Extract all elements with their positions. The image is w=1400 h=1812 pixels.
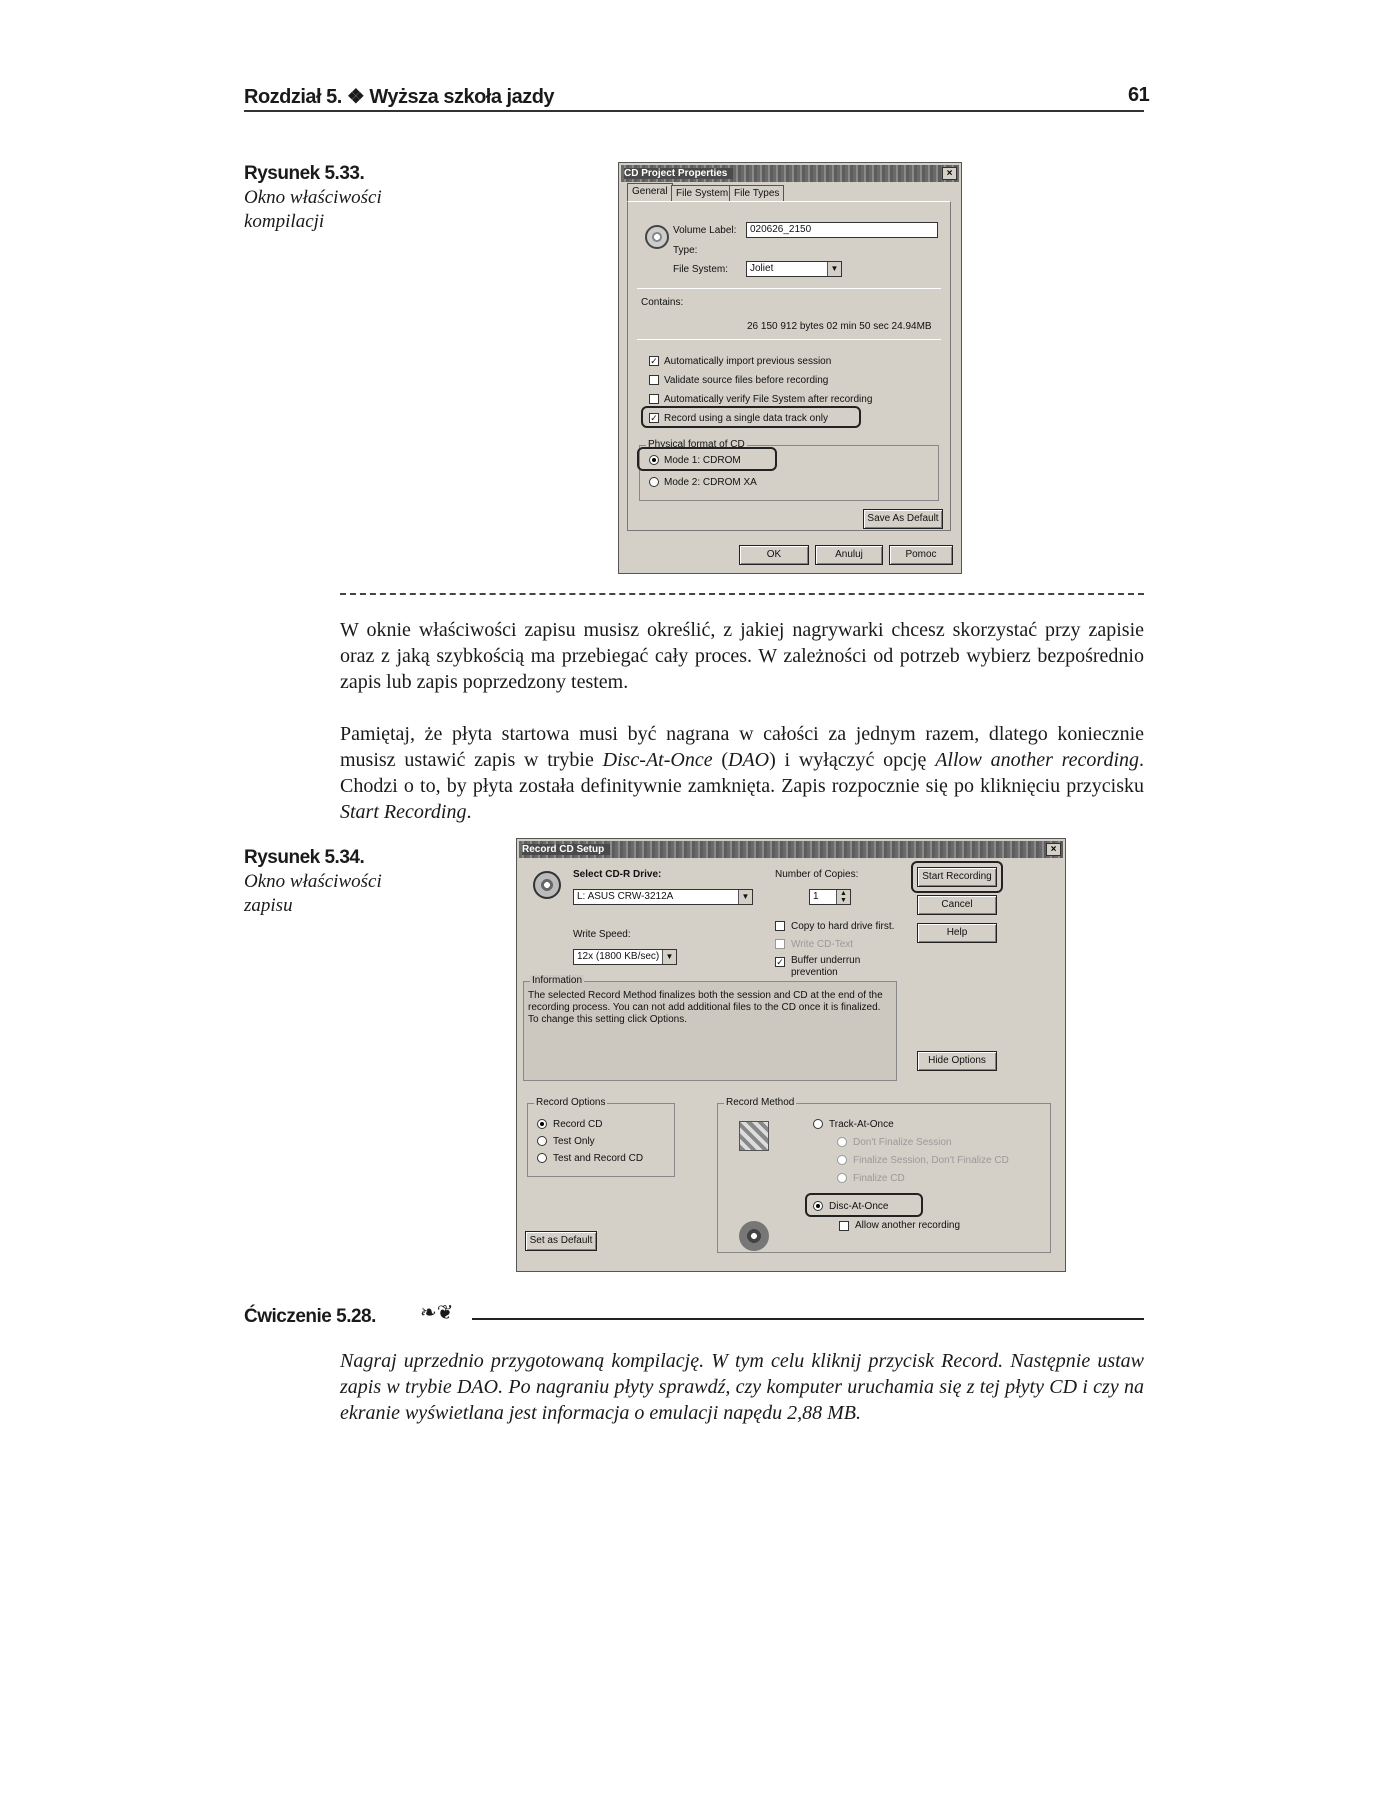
cancel-button[interactable]: Cancel bbox=[917, 895, 997, 915]
tab-file-types[interactable]: File Types bbox=[729, 185, 784, 201]
validate-label: Validate source files before recording bbox=[664, 375, 829, 386]
start-recording-button[interactable]: Start Recording bbox=[917, 867, 997, 887]
write-speed-caption: Write Speed: bbox=[573, 929, 631, 940]
figure-2-caption: Okno właściwości zapisu bbox=[244, 871, 382, 916]
copy-to-hd-checkbox[interactable] bbox=[775, 921, 785, 931]
paragraph-2: Pamiętaj, że płyta startowa musi być nagrana w całości za jednym razem, dlatego koniecznie musisz ustawić zapis w trybie Disc-At-Once (DAO) i wyłączyć opcję Allow another recording. Chodzi o to, by płyta została definitywnie zamknięta. Zapis rozpocznie się po kliknięciu przycisku Start Recording. bbox=[340, 723, 1144, 823]
exercise-rule bbox=[472, 1318, 1144, 1320]
record-options-title: Record Options bbox=[536, 1097, 606, 1108]
file-system-caption: File System: bbox=[673, 264, 729, 275]
test-only-label: Test Only bbox=[553, 1136, 595, 1147]
figure-1-caption: Okno właściwości kompilacji bbox=[244, 187, 382, 232]
exercise-title: Ćwiczenie 5.28. bbox=[244, 1306, 376, 1327]
set-as-default-button[interactable]: Set as Default bbox=[525, 1231, 597, 1251]
tab-file-system[interactable]: File System bbox=[671, 185, 733, 201]
figure-1-number: Rysunek 5.33. bbox=[244, 163, 365, 184]
spin-arrows-icon[interactable]: ▲ ▼ bbox=[836, 890, 850, 904]
dialog-title: CD Project Properties bbox=[624, 168, 733, 179]
record-method-title: Record Method bbox=[726, 1097, 795, 1108]
cd-project-properties-dialog bbox=[618, 162, 962, 574]
copies-value: 1 bbox=[813, 891, 819, 902]
verify-fs-checkbox[interactable] bbox=[649, 394, 659, 404]
contains-value: 26 150 912 bytes 02 min 50 sec 24.94MB bbox=[747, 321, 932, 332]
page-number: 61 bbox=[1128, 84, 1150, 106]
volume-label-caption: Volume Label: bbox=[673, 225, 737, 236]
help-button[interactable]: Help bbox=[917, 923, 997, 943]
chevron-down-icon[interactable]: ▼ bbox=[738, 890, 752, 904]
figure-separator bbox=[340, 593, 1144, 595]
auto-import-checkbox[interactable]: ✓ bbox=[650, 356, 658, 366]
single-track-label: Record using a single data track only bbox=[664, 413, 828, 424]
copies-caption: Number of Copies: bbox=[775, 869, 859, 880]
hide-options-button[interactable]: Hide Options bbox=[917, 1051, 997, 1071]
cd-burner-icon bbox=[533, 871, 561, 899]
physical-format-title: Physical format of CD bbox=[648, 439, 745, 450]
divider bbox=[637, 339, 941, 340]
copies-stepper[interactable] bbox=[809, 889, 851, 905]
finalize-session-label: Finalize Session, Don't Finalize CD bbox=[853, 1155, 1009, 1166]
highlight-disc-at-once bbox=[805, 1193, 923, 1217]
volume-label-input[interactable]: 020626_2150 bbox=[746, 222, 938, 238]
ok-button[interactable]: OK bbox=[739, 545, 809, 565]
cancel-button[interactable]: Anuluj bbox=[815, 545, 883, 565]
validate-checkbox[interactable] bbox=[649, 375, 659, 385]
paragraph-1: W oknie właściwości zapisu musisz określić, z jakiej nagrywarki chcesz skorzystać przy zapisie oraz z jaką szybkością ma przebiegać cały proces. W zależności od potrzeb wybierz bezpośrednio zapis lub zapis poprzedzony testem. bbox=[340, 619, 1144, 693]
information-text: The selected Record Method finalizes both the session and CD at the end of the recording process. You can not add additional files to the CD once it is finalized. To change this setting click Options. bbox=[528, 990, 883, 1025]
mode2-radio[interactable] bbox=[649, 477, 659, 487]
drive-value: L: ASUS CRW-3212A bbox=[577, 891, 674, 902]
auto-import-label: Automatically import previous session bbox=[664, 356, 832, 367]
record-options-group bbox=[527, 1097, 675, 1177]
record-cd-label: Record CD bbox=[553, 1119, 603, 1130]
disc-at-once-icon bbox=[739, 1221, 769, 1251]
record-cd-setup-dialog bbox=[516, 838, 1066, 1272]
write-cd-text-checkbox[interactable] bbox=[775, 939, 785, 949]
allow-another-checkbox[interactable] bbox=[839, 1221, 849, 1231]
save-as-default-button[interactable]: Save As Default bbox=[863, 509, 943, 529]
highlight-single-track bbox=[641, 406, 861, 428]
dont-finalize-session-label: Don't Finalize Session bbox=[853, 1137, 952, 1148]
dialog-title-bar bbox=[621, 165, 959, 182]
file-system-select[interactable] bbox=[746, 261, 842, 277]
dont-finalize-session-radio[interactable] bbox=[837, 1137, 847, 1147]
highlight-start-recording bbox=[911, 861, 1003, 893]
test-and-record-radio[interactable] bbox=[537, 1153, 547, 1163]
chevron-down-icon[interactable]: ▼ bbox=[662, 950, 676, 964]
disc-at-once-label: Disc-At-Once bbox=[829, 1201, 889, 1212]
finalize-cd-radio[interactable] bbox=[837, 1173, 847, 1183]
information-group bbox=[523, 975, 897, 1081]
allow-another-label: Allow another recording bbox=[855, 1220, 961, 1231]
cd-disc-icon bbox=[645, 225, 669, 249]
mode2-label: Mode 2: CDROM XA bbox=[664, 477, 757, 488]
dialog-title: Record CD Setup bbox=[522, 844, 610, 855]
close-icon[interactable]: × bbox=[942, 167, 957, 180]
track-at-once-radio[interactable] bbox=[813, 1119, 823, 1129]
finalize-cd-label: Finalize CD bbox=[853, 1173, 905, 1184]
type-caption: Type: bbox=[673, 245, 698, 256]
buffer-underrun-checkbox[interactable]: ✓ bbox=[776, 957, 784, 967]
ornament-icon: ❧❦ bbox=[420, 1302, 454, 1324]
close-icon[interactable]: × bbox=[1046, 843, 1061, 856]
track-at-once-icon bbox=[739, 1121, 769, 1151]
exercise-text: Nagraj uprzednio przygotowaną kompilację. W tym celu kliknij przycisk Record. Następnie ustaw zapis w trybie DAO. Po nagraniu płyty sprawdź, czy komputer uruchamia się z tej płyty CD i czy na ekranie wyświetlana jest informacja o emulacji napędu 2,88 MB. bbox=[340, 1350, 1144, 1424]
test-and-record-label: Test and Record CD bbox=[553, 1153, 644, 1164]
test-only-radio[interactable] bbox=[537, 1136, 547, 1146]
copy-to-hd-label: Copy to hard drive first. bbox=[791, 921, 895, 932]
figure-2-number: Rysunek 5.34. bbox=[244, 847, 365, 868]
track-at-once-label: Track-At-Once bbox=[829, 1119, 894, 1130]
write-speed-value: 12x (1800 KB/sec) bbox=[577, 951, 660, 962]
write-cd-text-label: Write CD-Text bbox=[791, 939, 854, 950]
tab-general[interactable]: General bbox=[627, 183, 673, 202]
drive-select[interactable] bbox=[573, 889, 753, 905]
verify-fs-label: Automatically verify File System after recording bbox=[664, 394, 873, 405]
chevron-down-icon[interactable]: ▼ bbox=[827, 262, 841, 276]
information-title: Information bbox=[532, 975, 583, 986]
write-speed-select[interactable] bbox=[573, 949, 677, 965]
help-button[interactable]: Pomoc bbox=[889, 545, 953, 565]
select-drive-caption: Select CD-R Drive: bbox=[573, 869, 662, 880]
dialog-title-bar bbox=[519, 841, 1063, 858]
finalize-session-radio[interactable] bbox=[837, 1155, 847, 1165]
buffer-underrun-label: Buffer underrun prevention bbox=[791, 955, 861, 978]
single-track-checkbox[interactable]: ✓ bbox=[650, 413, 658, 423]
divider bbox=[637, 288, 941, 289]
record-cd-radio[interactable] bbox=[537, 1119, 547, 1129]
file-system-value: Joliet bbox=[750, 263, 774, 274]
contains-caption: Contains: bbox=[641, 297, 684, 308]
highlight-mode1 bbox=[637, 447, 777, 471]
mode1-label: Mode 1: CDROM bbox=[664, 455, 741, 466]
header-rule bbox=[244, 110, 1144, 112]
chapter-header: Rozdział 5. ❖ Wyższa szkoła jazdy bbox=[244, 86, 555, 108]
